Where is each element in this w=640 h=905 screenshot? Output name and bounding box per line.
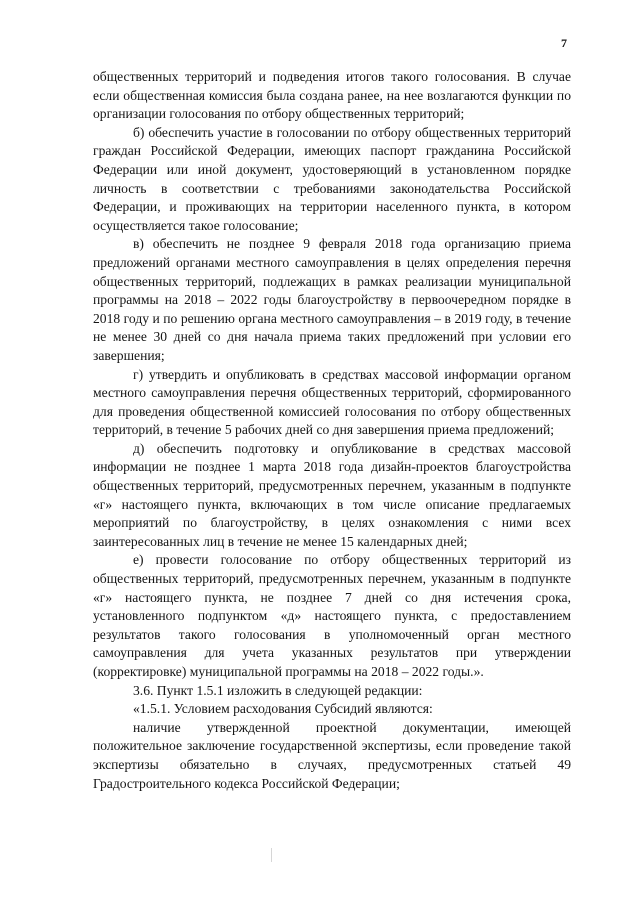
paragraph-g: г) утвердить и опубликовать в средствах массовой информации органом местного самоуправления перечня общественных территорий, сформированного для проведения общественной комиссией голосования по отбору общественных территорий, в течение 5 рабочих дней со дня завершения приема предложений; <box>93 366 571 438</box>
paragraph-1-5-1: «1.5.1. Условием расходования Субсидий являются: <box>133 701 433 717</box>
paragraph-3-6: 3.6. Пункт 1.5.1 изложить в следующей редакции: <box>133 682 423 698</box>
paragraph-b: б) обеспечить участие в голосовании по отбору общественных территорий граждан Российской Федерации, имеющих паспорт гражданина Российской Федерации или иной документ, удостоверяющий в установленном порядке личность в соответствии с требованиями законодательства Российской Федерации, и проживающих на территории населенного пункта, в котором осуществляется такое голосование; <box>93 124 571 233</box>
paragraph-d: д) обеспечить подготовку и опубликование в средствах массовой информации не позднее 1 марта 2018 года дизайн-проектов благоустройства общественных территорий, предусмотренных перечнем, указанным в подпункте «г» настоящего пункта, включающих в том числе описание предлагаемых мероприятий по благоустройству, в целях ознакомления с ними всех заинтересованных лиц в течение не менее 15 календарных дней; <box>93 440 571 549</box>
scan-artifact <box>271 848 272 862</box>
paragraph-v: в) обеспечить не позднее 9 февраля 2018 года организацию приема предложений органами местного самоуправления в целях определения перечня общественных территорий, подлежащих в рамках реализации муниципальной программы на 2018 – 2022 годы благоустройству в первоочередном порядке в 2018 году и по решению органа местного самоуправления – в 2019 году, в течение не менее 30 дней со дня начала приема таких предложений при условии его завершения; <box>93 236 571 363</box>
page-number: 7 <box>561 36 567 50</box>
paragraph-e: е) провести голосование по отбору общественных территорий из общественных территорий, предусмотренных перечнем, указанным в подпункте «г» настоящего пункта, не позднее 7 дней со дня истечения срока, установленного подпунктом «д» настоящего пункта, с предоставлением результатов такого голосования в уполномоченный орган местного самоуправления для учета указанных результатов при утверждении (корректировке) муниципальной программы на 2018 – 2022 годы.». <box>93 552 571 679</box>
document-body <box>93 68 571 793</box>
paragraph-condition: наличие утвержденной проектной документации, имеющей положительное заключение государственной экспертизы, если проведение такой экспертизы обязательно в случаях, предусмотренных статьей 49 Градостроительного кодекса Российской Федерации; <box>93 719 571 791</box>
paragraph-continuation: общественных территорий и подведения итогов такого голосования. В случае если общественная комиссия была создана ранее, на нее возлагаются функции по организации голосования по отбору общественных территорий; <box>93 69 571 122</box>
